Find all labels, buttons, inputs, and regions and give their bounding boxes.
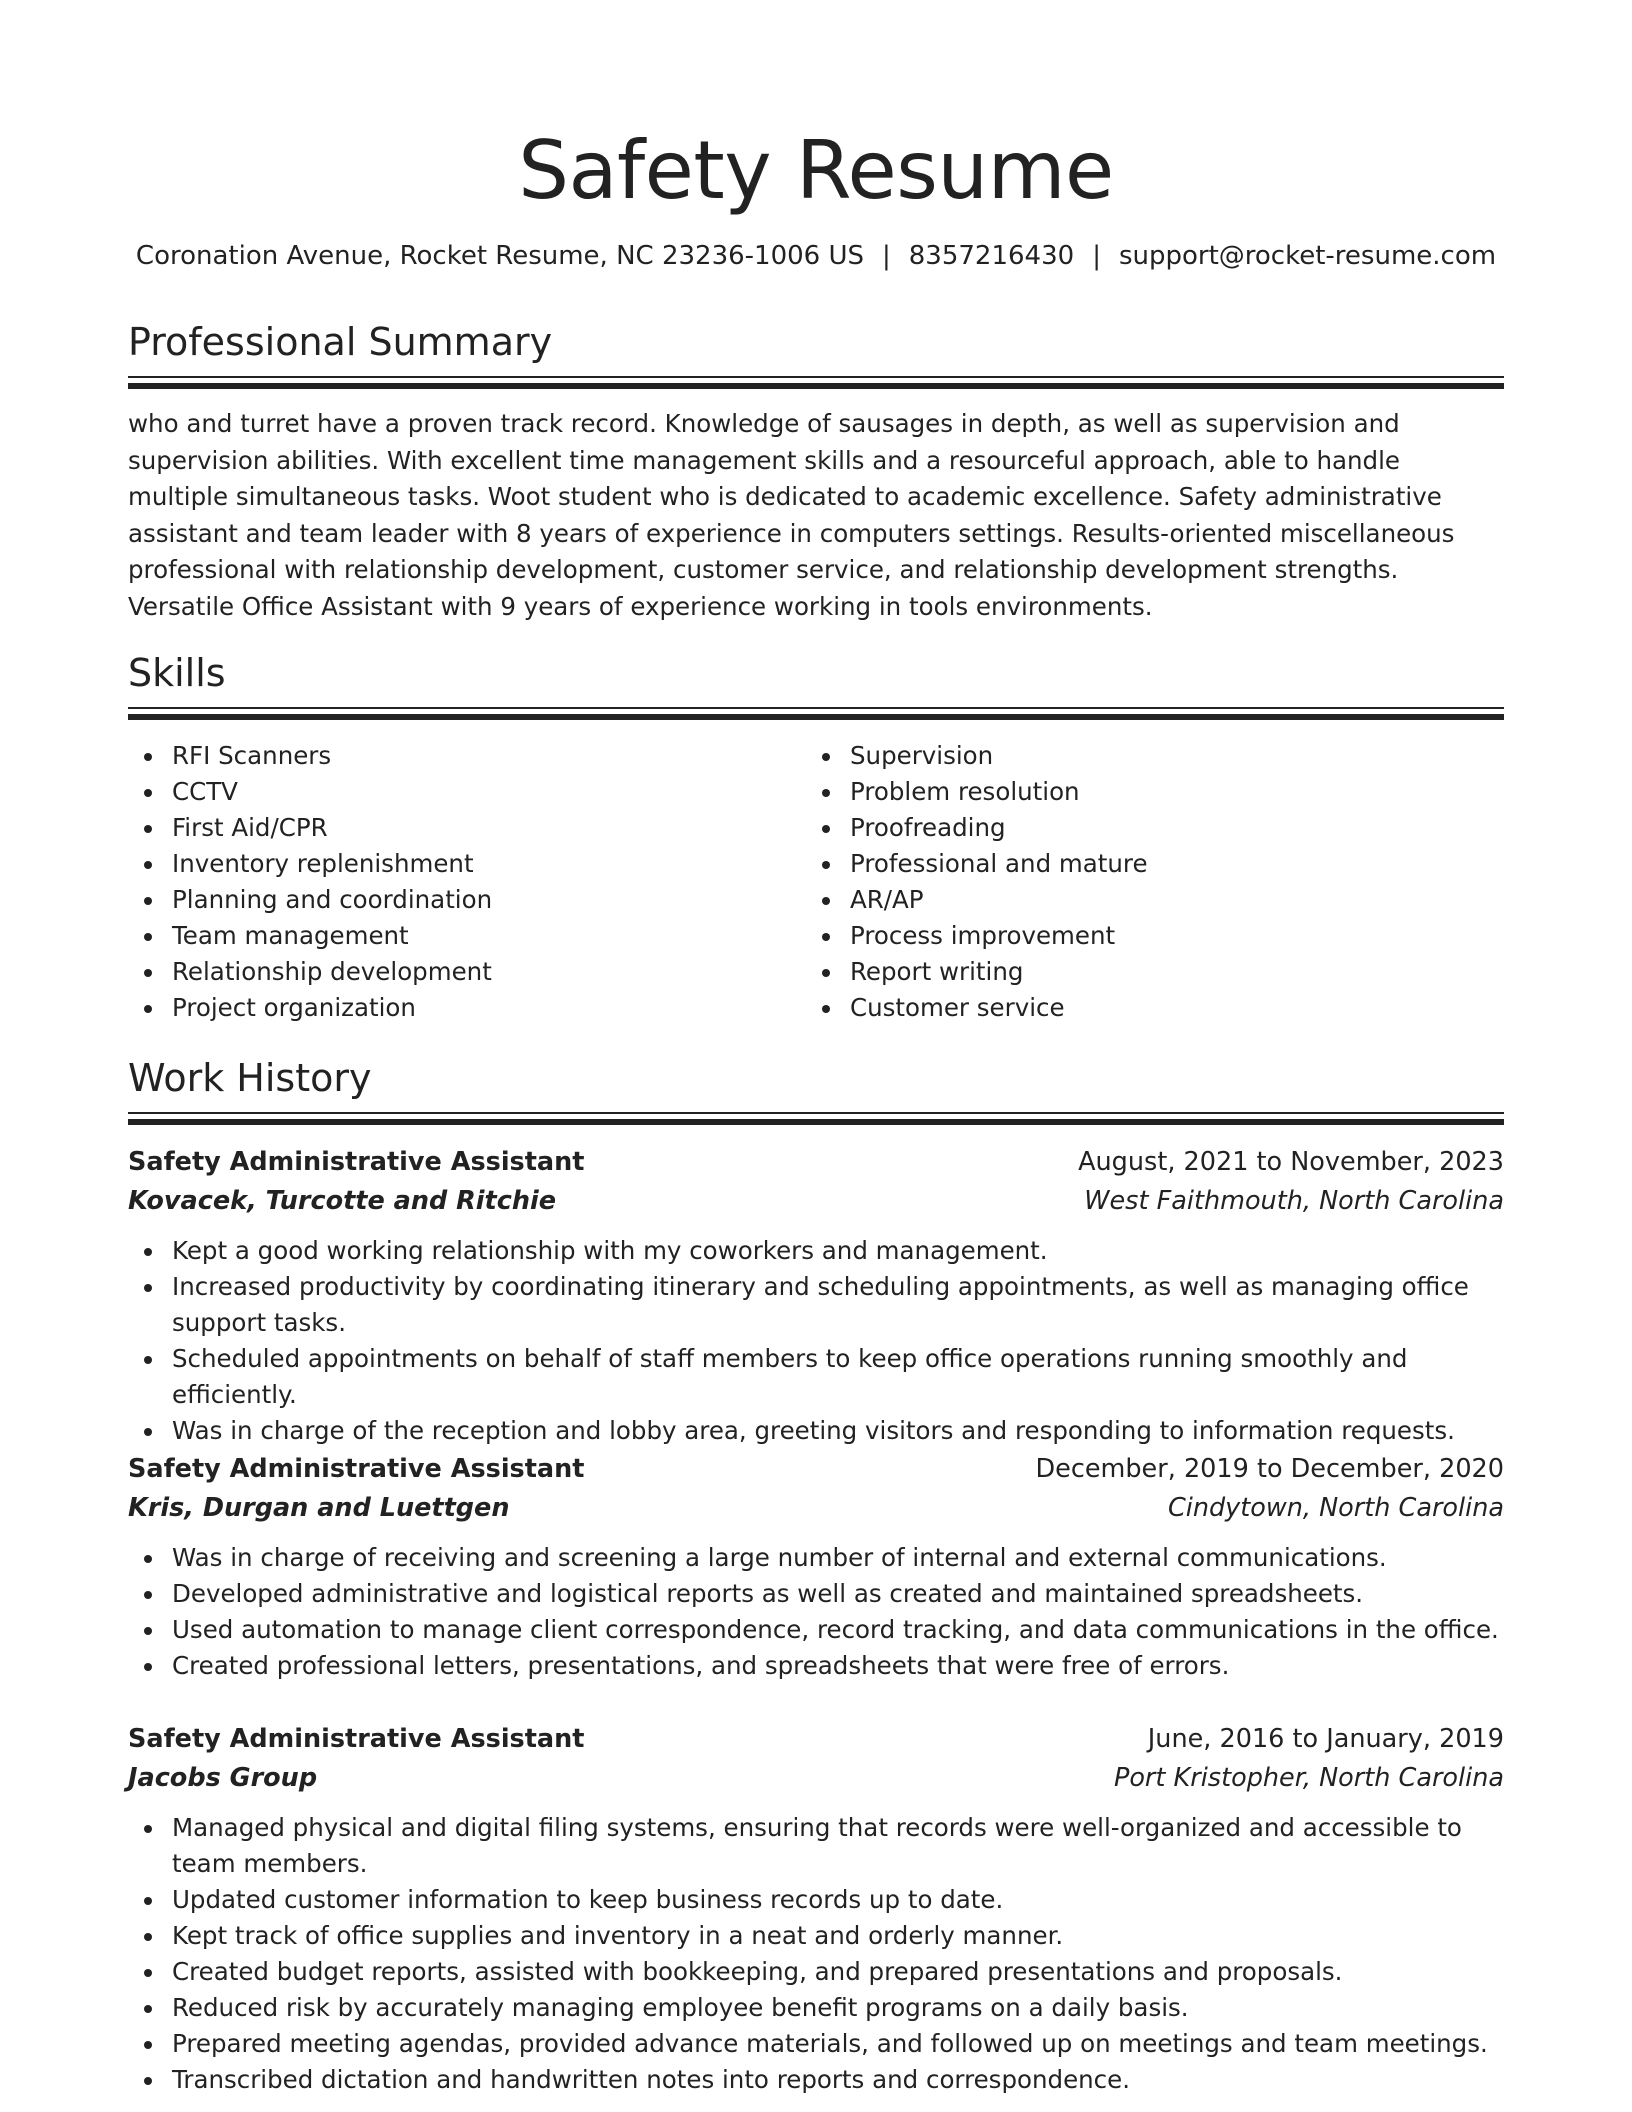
job-dates: June, 2016 to January, 2019 bbox=[1147, 1724, 1504, 1754]
job-bullets bbox=[128, 1540, 1504, 1684]
skill-item: Inventory replenishment bbox=[128, 846, 808, 882]
section-divider bbox=[128, 1112, 1504, 1124]
skill-item: Problem resolution bbox=[806, 774, 1486, 810]
skill-item: Proofreading bbox=[806, 810, 1486, 846]
job-bullet: Transcribed dictation and handwritten notes into reports and correspondence. bbox=[128, 2062, 1504, 2098]
skills-list-left bbox=[128, 738, 808, 1026]
skill-item: RFI Scanners bbox=[128, 738, 808, 774]
job-bullets bbox=[128, 1810, 1504, 2098]
section-divider bbox=[128, 376, 1504, 388]
skill-item: Project organization bbox=[128, 990, 808, 1026]
job-entry bbox=[128, 1720, 1504, 2098]
job-company: Kris, Durgan and Luettgen bbox=[128, 1493, 510, 1523]
contact-line bbox=[128, 238, 1504, 274]
job-title: Safety Administrative Assistant bbox=[128, 1147, 585, 1177]
job-bullet: Kept track of office supplies and inventory in a neat and orderly manner. bbox=[128, 1918, 1504, 1954]
job-entry bbox=[128, 1143, 1504, 1449]
job-bullet: Was in charge of receiving and screening a large number of internal and external communications. bbox=[128, 1540, 1504, 1576]
skill-item: Customer service bbox=[806, 990, 1486, 1026]
job-location: Port Kristopher, North Carolina bbox=[1113, 1763, 1504, 1793]
job-title: Safety Administrative Assistant bbox=[128, 1454, 585, 1484]
skill-item: Professional and mature bbox=[806, 846, 1486, 882]
skills-list-right bbox=[806, 738, 1486, 1026]
job-bullets bbox=[128, 1233, 1504, 1449]
job-bullet: Increased productivity by coordinating itinerary and scheduling appointments, as well as managing office support tasks. bbox=[128, 1269, 1504, 1341]
job-bullet: Created budget reports, assisted with bookkeeping, and prepared presentations and proposals. bbox=[128, 1954, 1504, 1990]
skill-item: First Aid/CPR bbox=[128, 810, 808, 846]
job-dates: August, 2021 to November, 2023 bbox=[1078, 1147, 1504, 1177]
summary-text: who and turret have a proven track record. Knowledge of sausages in depth, as well as supervision and supervision abilities. With excellent time management skills and a resourceful approach, able to handle multiple simultaneous tasks. Woot student who is dedicated to academic excellence. Safety administrative assistant and team leader with 8 years of experience in computers settings. Results-oriented miscellaneous professional with relationship development, customer service, and relationship development strengths. Versatile Office Assistant with 9 years of experience working in tools environments. bbox=[128, 409, 1455, 621]
contact-email: support@rocket-resume.com bbox=[1118, 241, 1497, 271]
resume-name: Safety Resume bbox=[518, 124, 1114, 217]
job-company: Jacobs Group bbox=[128, 1763, 318, 1793]
skill-item: Team management bbox=[128, 918, 808, 954]
section-title-skills: Skills bbox=[128, 651, 226, 695]
job-location: Cindytown, North Carolina bbox=[1167, 1493, 1504, 1523]
job-entry bbox=[128, 1450, 1504, 1684]
job-bullet: Reduced risk by accurately managing employee benefit programs on a daily basis. bbox=[128, 1990, 1504, 2026]
job-location: West Faithmouth, North Carolina bbox=[1084, 1186, 1504, 1216]
section-title-work: Work History bbox=[128, 1056, 372, 1100]
skill-item: Process improvement bbox=[806, 918, 1486, 954]
skill-item: Supervision bbox=[806, 738, 1486, 774]
section-title-summary: Professional Summary bbox=[128, 320, 553, 364]
job-bullet: Used automation to manage client correspondence, record tracking, and data communications in the office. bbox=[128, 1612, 1504, 1648]
contact-separator: | bbox=[1092, 241, 1101, 271]
skill-item: Planning and coordination bbox=[128, 882, 808, 918]
job-dates: December, 2019 to December, 2020 bbox=[1035, 1454, 1504, 1484]
job-bullet: Created professional letters, presentations, and spreadsheets that were free of errors. bbox=[128, 1648, 1504, 1684]
job-title: Safety Administrative Assistant bbox=[128, 1724, 585, 1754]
job-bullet: Prepared meeting agendas, provided advance materials, and followed up on meetings and team meetings. bbox=[128, 2026, 1504, 2062]
contact-address: Coronation Avenue, Rocket Resume, NC 23236-1006 US bbox=[135, 241, 864, 271]
contact-phone: 8357216430 bbox=[908, 241, 1075, 271]
skill-item: AR/AP bbox=[806, 882, 1486, 918]
job-company: Kovacek, Turcotte and Ritchie bbox=[128, 1186, 557, 1216]
skill-item: CCTV bbox=[128, 774, 808, 810]
job-bullet: Kept a good working relationship with my coworkers and management. bbox=[128, 1233, 1504, 1269]
skill-item: Relationship development bbox=[128, 954, 808, 990]
job-bullet: Managed physical and digital filing systems, ensuring that records were well-organized and accessible to team members. bbox=[128, 1810, 1504, 1882]
contact-separator: | bbox=[882, 241, 891, 271]
job-bullet: Updated customer information to keep business records up to date. bbox=[128, 1882, 1504, 1918]
skill-item: Report writing bbox=[806, 954, 1486, 990]
job-bullet: Was in charge of the reception and lobby area, greeting visitors and responding to information requests. bbox=[128, 1413, 1504, 1449]
job-bullet: Developed administrative and logistical reports as well as created and maintained spreadsheets. bbox=[128, 1576, 1504, 1612]
job-bullet: Scheduled appointments on behalf of staff members to keep office operations running smoothly and efficiently. bbox=[128, 1341, 1504, 1413]
section-divider bbox=[128, 707, 1504, 719]
